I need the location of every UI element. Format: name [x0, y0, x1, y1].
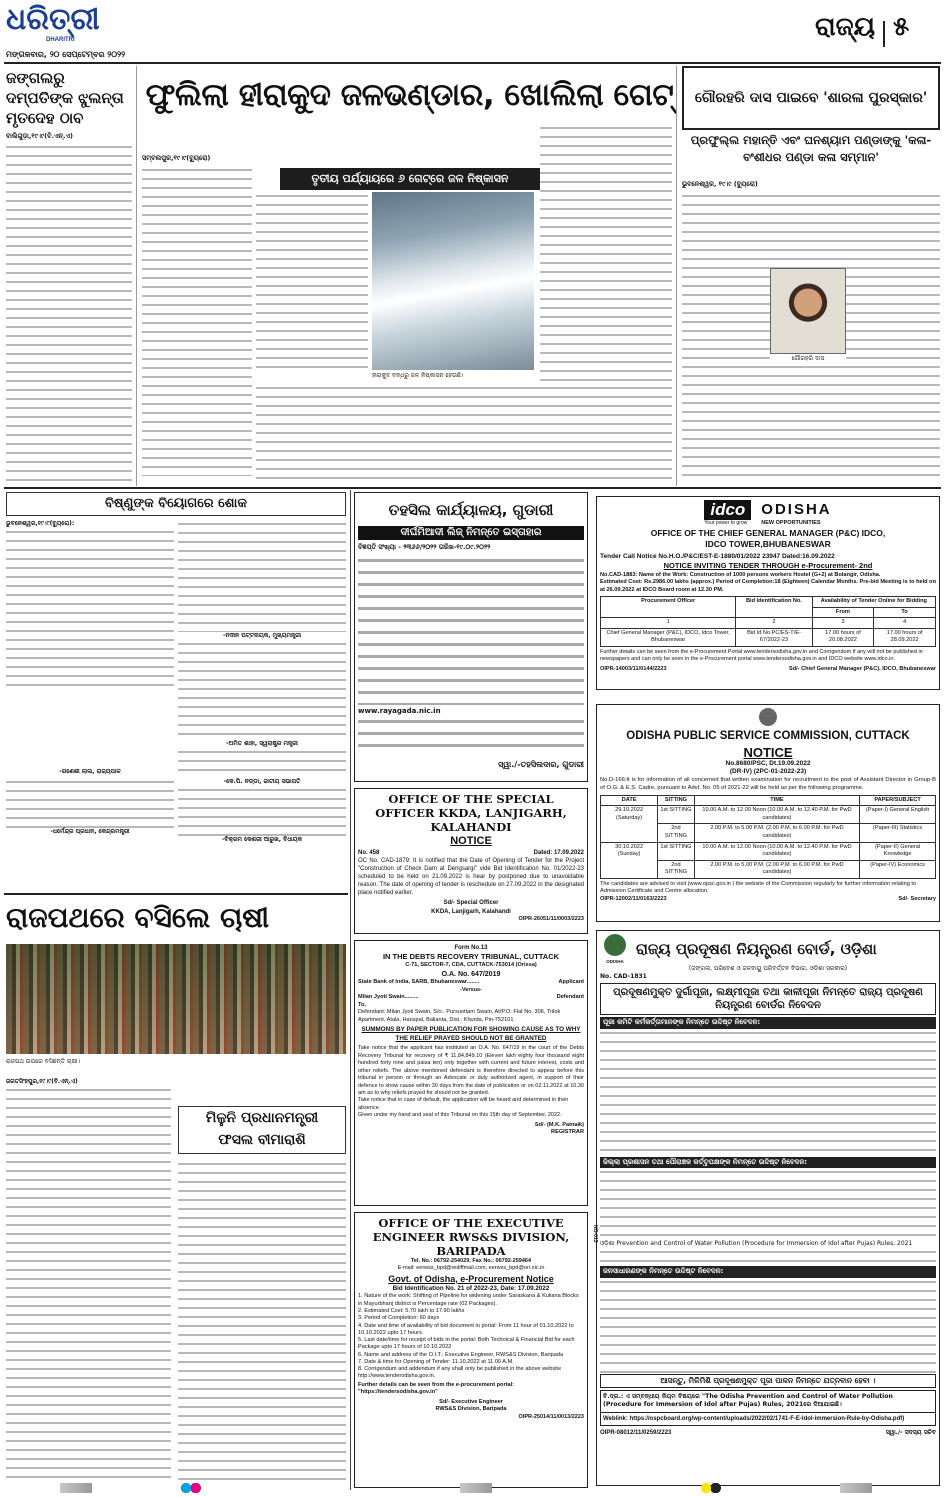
ad-tahasil-title: ତହସିଲ କାର୍ଯ୍ୟାଳୟ, ଗୁଡାରୀ — [388, 501, 554, 519]
farmers-col-1 — [6, 1078, 171, 1486]
newspaper-logo-sub: DHARITRI — [46, 37, 75, 43]
ad-tahasil-subtitle: ଦୀର୍ଘମିଆଦୀ ଲିଜ୍ ନିମନ୍ତେ ଇସ୍ତାହାର — [358, 526, 584, 540]
story-left-top — [6, 68, 132, 484]
ad-rwss-item: 3. Period of Completion: 60 days — [358, 1315, 440, 1322]
opsc-notice: NOTICE — [743, 744, 793, 760]
obit-headline-box — [6, 492, 346, 516]
lead-col-2 — [256, 192, 368, 372]
idco-num: 2 — [736, 618, 812, 629]
opsc-cell: 2.00 P.M. to 5.00 P.M. (2.00 P.M. to 6.00 P.M. for PwD candidates) — [694, 824, 859, 842]
ad-idco — [596, 496, 940, 690]
lead-body-bottom — [256, 384, 672, 484]
farmers-caption-box — [6, 1058, 206, 1068]
opsc-footer: The candidates are advised to visit (www.opsc.gov.in ) the website of the Commission regularly for further information relating to Admission Certificate and Centre allocation. — [600, 880, 917, 895]
farmers-box-head-2: ଫସଲ ବୀମାରାଶି — [218, 1132, 306, 1148]
ad-kkda-oipr: OIPR-26051/11/0003/2223 — [518, 915, 584, 922]
section-name: ରାଜ୍ୟ — [815, 12, 876, 42]
ad-rwss-email: E-mail: eerwss_bpd@rediffmail.com, eerwss_bpd@ori.nic.in — [397, 1265, 545, 1272]
ad-drt-oa: O.A. No. 647/2019 — [441, 970, 501, 978]
opsc-cell: 1st SITTING — [658, 842, 695, 860]
obit-quote: -ଧର୍ମେନ୍ଦ୍ର ପ୍ରଧାନ, କେନ୍ଦ୍ରମନ୍ତ୍ରୀ — [50, 828, 130, 836]
ad-rwss-tel: Tel. No.: 06792-254029, Fax No.: 06792-259464 — [410, 1258, 532, 1264]
idco-th: To — [874, 607, 936, 618]
ad-rwss-bid: Bid Identification No. 21 of 2022-23, Date: 17.09.2022 — [392, 1284, 550, 1292]
ad-rwss-item: 4. Date and time of availability of bid document in portal: From 11 hour of 01.10.2022 to 10.10.2022 upto 17 hours. — [358, 1322, 574, 1336]
opsc-cell: 2.00 P.M. to 5.00 P.M. (2.00 P.M. to 6.00 P.M. for PwD candidates) — [694, 860, 859, 878]
lead-photo-caption: ହୀରାକୁଦ ବନ୍ଧରୁ ଜଳ ନିଷ୍କାସନ ହେଉଛି। — [372, 372, 464, 379]
opsc-cell: 10.00 A.M. to 12.00 Noon (10.00 A.M. to 12.40 P.M. for PwD candidates) — [694, 842, 859, 860]
obit-quote: -ନଦୀନ ପଟ୍ଟନାୟକ, ମୁଖ୍ୟମନ୍ତ୍ରୀ — [222, 632, 302, 639]
farmers-dateline: ଜଗତସିଂହପୁର,୧୯।୯(ବି.ଏନ୍‌.ଏ) — [6, 1078, 78, 1085]
opsc-th: SITTING — [658, 795, 695, 806]
ad-opsc — [596, 704, 940, 922]
opsc-th: DATE — [601, 795, 658, 806]
idco-logo: idco — [704, 500, 751, 520]
lead-subhead: ତୃତୀୟ ପର୍ଯ୍ୟାୟରେ ୬ ଗେଟ୍‌ରେ ଜଳ ନିଷ୍କାସନ — [311, 172, 509, 185]
farmers-col-2 — [178, 1160, 346, 1486]
farmers-photo-caption: ରାଜପଥ ଉପରେ ବସିଛନ୍ତି ଚାଷୀ। — [6, 1058, 81, 1065]
ad-rwss-oipr: OIPR-25014/11/0013/2223 — [518, 1413, 584, 1420]
idco-cad: No.CAD-1883: Name of the Work: Construction of 1000 persons workers Hostel (G+2) at Bolangir, Odisha. — [600, 571, 881, 578]
right-top-dateline: ଭୁବନେଶ୍ୱର, ୧୯।୯ (ବ୍ୟୁରୋ) — [682, 180, 758, 188]
idco-sign: Sd/- Chief General Manager (P&C), IDCO, Bhubaneswar — [788, 665, 936, 672]
idco-th: Procurement Officer — [601, 597, 736, 618]
section-header — [815, 10, 939, 50]
opsc-sign: Sd/- Secretary — [898, 895, 936, 902]
lead-caption-box — [372, 372, 537, 382]
print-registration-mark — [690, 1483, 722, 1493]
pcb-note: ବି.ଦ୍ର.: ଏ ସମ୍ବନ୍ଧୀୟ ନିୟମ ବିଷୟରେ "The Odisha Prevention and Control of Water Pollution (Procedure for Immersion of Idol after Pujas) Rules, 2021ରେ ଦିଆଯାଇଛି। — [600, 1390, 936, 1413]
idco-num: 4 — [874, 618, 936, 629]
story-headline: ଜଙ୍ଗଲରୁ ଦମ୍ପତିଙ୍କ ଝୁଲନ୍ତା ମୃତଦେହ ଠାବ — [6, 69, 124, 127]
opsc-cell: 10.00 A.M. to 12.00 Noon (10.00 A.M. to 12.40 P.M. for PwD candidates) — [694, 806, 859, 824]
pcb-headline: ପ୍ରଦୂଷଣମୁକ୍ତ ଦୁର୍ଗାପୂଜା, ଲକ୍ଷ୍ମୀପୂଜା ତଥା କାଳୀପୂଜା ନିମନ୍ତେ ରାଜ୍ୟ ପ୍ରଦୂଷଣ ନିୟନ୍ତ୍ରଣ ବୋର୍ଡର ନିବେଦନ — [600, 983, 936, 1015]
idco-tagline: Your power to grow — [704, 520, 748, 527]
ad-rwss-item: 7. Date & time for Opening of Tender: 11.10.2022 at 11.00 A.M. — [358, 1358, 514, 1365]
story-body — [6, 143, 132, 483]
ad-rwss-item: 1. Nature of the work: Shifting of Pipeline for widening under Saraskana & Kuliana Blocks in Mayurbhanj district is Percentage rate (02 Packages). — [358, 1293, 579, 1307]
idco-cell: 17.00 hours of 28.09.2022 — [874, 628, 936, 646]
pcb-subtitle: (ଜଙ୍ଗଲ, ପରିବେଶ ଓ ଜଳବାୟୁ ପରିବର୍ତ୍ତନ ବିଭାଗ, ଓଡ଼ିଶା ସରକାର) — [688, 965, 848, 973]
ad-rwss-sign1: Sd/- Executive Engineer — [439, 1398, 503, 1405]
ad-drt-address: C-71, SECTOR-7, CDA, CUTTACK-753014 (Orissa) — [405, 962, 537, 969]
lead-photo-dam — [372, 192, 534, 370]
ad-drt — [354, 940, 588, 1206]
ad-drt-sign1: Sd/- (M.K. Patnaik) — [534, 1121, 584, 1128]
ad-kkda-title: OFFICE OF THE SPECIAL OFFICER KKDA, LANJIGARH, KALAHANDI — [375, 792, 567, 834]
right-top-headline-box — [682, 66, 940, 130]
ad-drt-summons: SUMMONS BY PAPER PUBLICATION FOR SHOWING CAUSE AS TO WHY THE RELIEF PRAYED SHOULD NOT BE GRANTED — [361, 1026, 581, 1042]
lead-subhead-box — [280, 168, 540, 190]
obit-quote: -ଗଣେଶୀ ଲାଲ, ରାଜ୍ୟପାଳ — [59, 768, 121, 776]
idco-est: Estimated Cost: Rs.2986.00 lakhs (approx.) Period of Completion:18 (Eighteen) Calendar Months. Pre-bid Meeting is to held on at 26.09.2022 at IDCO Board room at 12.30 PM. — [600, 579, 936, 593]
idco-cell: Chief General Manager (P&C), IDCO, Idco Tower, Bhubaneswar — [601, 628, 736, 646]
pcb-title: ରାଜ୍ୟ ପ୍ରଦୂଷଣ ନିୟନ୍ତ୍ରଣ ବୋର୍ଡ, ଓଡ଼ିଶା — [636, 940, 877, 959]
portrait-caption-box — [770, 355, 846, 365]
ad-drt-sign2: REGISTRAR — [551, 1129, 584, 1136]
opsc-dr: (DR-IV) (2PC-01-2022-23) — [729, 768, 807, 776]
idco-cell: 17.00 hours of 20.08.2022 — [812, 628, 874, 646]
print-registration-mark — [60, 1483, 92, 1493]
idco-title2: IDCO TOWER,BHUBANESWAR — [705, 539, 831, 550]
portrait-caption: ଗୌରହରି ଦାସ — [791, 355, 825, 362]
ad-rwss-item: 5. Last date/time for receipt of bids in the portal: Both Technical & Financial Bid for each Package upto 17 hours of 10.10.2022 — [358, 1337, 575, 1351]
idco-table — [600, 596, 936, 647]
farmers-headline: ରାଜପଥରେ ବସିଲେ ଚାଷୀ — [6, 901, 270, 934]
idco-th: From — [812, 607, 874, 618]
farmers-box-headline — [178, 1106, 346, 1154]
portrait-photo — [770, 268, 846, 354]
opsc-cell: 30.10.2022 (Sunday) — [601, 842, 658, 878]
opsc-body: No.D-166:It is for information of all concerned that written examination for recruitment to the post of Assistant Director in Group-B of O.G. & E.S. Cadre, pursuant to Advt. No. 05 of 2021-22 will be held as per the following programme. — [600, 777, 936, 791]
opsc-cell: (Paper-I) General English — [860, 806, 936, 824]
print-registration-mark — [170, 1483, 202, 1493]
ad-rwss-footer: Further details can be seen from the e-procurement portal: "https://tendersodisha.gov.in" — [358, 1381, 515, 1396]
opsc-emblem-icon — [759, 708, 777, 726]
idco-oipr: OIPR-14003/11/0144/2223 — [600, 665, 667, 672]
obit-quote: -ବିକ୍ରମ କେଶରୀ ଆରୁଖ, ବିଧାୟକ — [221, 836, 303, 844]
opsc-th: TIME — [694, 795, 859, 806]
ad-rwss-title: OFFICE OF THE EXECUTIVE ENGINEER RWS&S DIVISION, BARIPADA — [372, 1216, 570, 1258]
pcb-weblink: Weblink: https://ospcboard.org/wp-content/uploads/2022/02/1741-F-E-Idol-immersion-Rule-by-Odisha.pdf) — [600, 1413, 936, 1426]
ad-drt-to: To, — [358, 1001, 366, 1008]
pcb-slogan: ଆସନ୍ତୁ, ମିଳିମିଶି ପ୍ରଦୂଷଣମୁକ୍ତ ପୂଜା ପାଳନ ନିମନ୍ତେ ଯତ୍ନବାନ ହେବା । — [600, 1374, 936, 1388]
obit-quote: -ଅମିତ ଶାହା, ସ୍ୱରାଷ୍ଟ୍ର ମନ୍ତ୍ରୀ — [226, 740, 298, 748]
pcb-oipr: OIPR-08012/11/0259/2223 — [600, 1429, 672, 1436]
ad-drt-body3: Given under my hand and seal of this Tribunal on this 15th day of September, 2022. — [358, 1112, 562, 1119]
ad-rwss — [354, 1212, 588, 1488]
ad-tahasil-ref: ବିଜ୍ଞପ୍ତି ସଂଖ୍ୟା - ୨୩୬୬/୨୦୨୨ ତାରିଖ-୧୯.୦୯.୨୦୨୨ — [358, 543, 491, 551]
ad-rwss-item: 2. Estimated Cost: 5.70 lakh to 17.90 lakhs — [358, 1308, 465, 1315]
newspaper-logo: ଧରିତ୍ରୀ — [6, 4, 100, 37]
pcb-cad: No. CAD-1831 — [600, 973, 647, 981]
opsc-table — [600, 795, 936, 879]
odisha-logo-sub: NEW OPPORTUNITIES — [761, 520, 821, 527]
ad-rwss-sign2: RWS&S Division, Baripada — [435, 1406, 507, 1413]
opsc-cell: (Paper-II) General Knowledge — [860, 842, 936, 860]
opsc-title: ODISHA PUBLIC SERVICE COMMISSION, CUTTACK — [626, 730, 910, 743]
date-line: ମଙ୍ଗଳବାର, ୨୦ ସେପ୍ଟେମ୍ବର ୨୦୨୨ — [6, 50, 126, 59]
ad-drt-body2: Take notice that in case of default, the application will be heard and determined in their absence. — [358, 1097, 569, 1111]
ad-kkda-sign1: Sd/- Special Officer — [443, 900, 499, 907]
ad-tahasil-web: www.rayagada.nic.in — [358, 706, 441, 715]
pcb-sec2: ଜିଲ୍ଲା ପ୍ରଶାସନ ତଥା ପୌରାଞ୍ଚଳ କର୍ତ୍ତୃପକ୍ଷଙ୍କ ନିମନ୍ତେ ଉଦ୍ଦିଷ୍ଟ ନିବେଦନ: — [600, 1157, 936, 1168]
right-top-subhead: ପ୍ରଫୁଲ୍ଲ ମହାନ୍ତି ଏବଂ ଘନଶ୍ୟାମ ପଣ୍ଡାଙ୍କୁ 'କଳା-ବଂଶୀଧର ପଣ୍ଡା କଳା ସମ୍ମାନ' — [690, 133, 932, 164]
ad-drt-form: Form No.13 — [454, 945, 488, 951]
ad-kkda-no: No. 458 — [358, 849, 380, 856]
print-registration-mark — [460, 1483, 492, 1493]
opsc-cell: (Paper-III) Statistics — [860, 824, 936, 842]
ad-rwss-side: NO-013 — [592, 1225, 598, 1243]
ad-kkda-notice: NOTICE — [450, 835, 492, 847]
page-number: ୫ — [892, 12, 910, 42]
idco-num: 1 — [601, 618, 736, 629]
ad-drt-defendant-detail: Defendant: Milan Jyoti Swain, S/o.: Pursuottam Swain, At/P.O: Flat No. 306, Trilok Apartment, Atala, Hanspal, Balianta, Dist.: Khurda, Pin-752101 — [358, 1009, 561, 1023]
ad-rwss-item: 8. Corrigendum and addendum if any shall only be published in the above website http://www.tenderodisha.gov.in. — [358, 1366, 562, 1380]
pcb-emblem-label: ODISHA — [606, 959, 624, 965]
ad-drt-defendant-label: Defendant — [556, 994, 584, 1001]
idco-invite: NOTICE INVITING TENDER THROUGH e-Procurement- 2nd — [663, 561, 873, 571]
ad-pcb — [596, 930, 940, 1486]
ad-kkda-body: OC No. CAD-1879: It is notified that the Date of Opening of Tender for the Project "Construction of Check Dam at Dengsargi" vide Bid Identification No. 01/2022-23 scheduled to be held on 21.09.2022 is hear by postponed due to unavoidable reason. The date of opening of tender is reschedule on 27.09.2022 in the designated place notified earlier. — [358, 857, 584, 897]
masthead-rule — [4, 62, 941, 64]
ad-drt-versus: -Versus- — [459, 986, 483, 993]
pcb-sec1: ପୂଜା କମିଟି କର୍ମକର୍ତ୍ତାମାନଙ୍କ ନିମନ୍ତେ ଉଦ୍ଦିଷ୍ଟ ନିବେଦନ: — [600, 1017, 936, 1028]
obit-headline: ବିଷ୍ଣୁଙ୍କ ବିୟୋଗରେ ଶୋକ — [105, 496, 247, 511]
ad-tahasil — [354, 492, 588, 782]
right-top-subhead-box — [682, 132, 940, 172]
ad-kkda-sign2: KKDA, Lanjigarh, Kalahandi — [431, 908, 511, 915]
farmers-box-head-1: ମିଳୁନି ପ୍ରଧାନମନ୍ତ୍ରୀ — [205, 1110, 319, 1126]
idco-title1: OFFICE OF THE CHIEF GENERAL MANAGER (P&C) IDCO, — [650, 527, 886, 538]
ad-rwss-item: 6. Name and address of the O.I.T.: Executive Engineer, RWS&S Division, Baripada — [358, 1351, 564, 1358]
lead-col-4 — [540, 124, 672, 382]
idco-num: 3 — [812, 618, 874, 629]
story-dateline: ବାଲିଗୁଡ଼ା,୧୯।୯(ବି.ଏନ୍‌.ଏ) — [6, 132, 74, 140]
ad-drt-applicant: State Bank of India, SARB, Bhubaneswar........ — [358, 979, 480, 986]
obit-dateline: ଭୁବନେଶ୍ୱର,୧୯।୯(ବ୍ୟୁରୋ): — [6, 520, 75, 527]
masthead-logo-block — [6, 4, 146, 48]
date-line-box — [6, 50, 176, 62]
opsc-cell: 2nd SITTING — [658, 860, 695, 878]
obit-col-1 — [6, 520, 174, 870]
ad-drt-title: IN THE DEBTS RECOVERY TRIBUNAL, CUTTACK — [382, 952, 560, 962]
pcb-sign: ସ୍ୱା./- ସଦସ୍ୟ ସଚିବ — [885, 1428, 936, 1436]
obit-quote: -କେ.ପି. ନଡ୍ଡା, ଜାତୀୟ ସଭାପତି — [223, 778, 301, 786]
odisha-logo: ODISHA — [761, 501, 832, 518]
pcb-eng: ଓଡ଼ିଶା Prevention and Control of Water Pollution (Procedure for Immersion of Idol after Pujas) Rules, 2021 — [600, 1240, 913, 1248]
ad-kkda — [354, 788, 588, 934]
ad-kkda-dated: Dated: 17.09.2022 — [533, 849, 584, 856]
pcb-sec3: ଜନସାଧାରଣଙ୍କ ନିମନ୍ତେ ଉଦ୍ଦିଷ୍ଟ ନିବେଦନ: — [600, 1266, 936, 1277]
idco-footer: Further details can be seen from the e-Procurement Portal www.tendersodisha.gov.in and Corrigendum if any will not be published in newspapers and can only be seen in the e-Procurement portal www.tendersodisha.gov.in and IDCO website www.idco.in. — [600, 648, 923, 663]
lead-headline: ଫୁଲିଲା ହୀରାକୁଦ ଜଳଭଣ୍ଡାର, ଖୋଲିଲା ଗେଟ୍‌ — [145, 77, 674, 113]
opsc-cell: (Paper-IV) Economics — [860, 860, 936, 878]
ad-rwss-govt: Govt. of Odisha, e-Procurement Notice — [388, 1273, 554, 1284]
opsc-cell: 29.10.2022 (Saturday) — [601, 806, 658, 842]
farmers-photo — [6, 944, 346, 1054]
idco-cell: Bid Id No.PC/ES-T/E-67/2022-23 — [736, 628, 812, 646]
ad-tahasil-sign: ସ୍ୱା./-ତହସିଲଦାର, ଗୁଡାରୀ — [498, 760, 584, 770]
ad-drt-applicant-label: Applicant — [558, 979, 584, 986]
opsc-oipr: OIPR-12002/11/0163/2223 — [600, 895, 667, 902]
ad-drt-body: Take notice that the applicant has instituted an O.A. No. 647/19 in the court of the Debts Recovery Tribunal for recovery of ₹ 11,84,849.10 (Eleven lakh eighty four thousand eight hundred forty nine and paisa ten) only together with current and future interest, costs and other reliefs. The above mentioned defendant is therefore directed to appear before this tribunal in person or through an Advocate or duly authorized agent, in support of their defence to show cause within 30 days from the date of publication or on 02.11.2022 at 10.30 am as to why reliefs prayed for should not be granted. — [358, 1045, 584, 1097]
right-top-headline: ଗୌରହରି ଦାସ ପାଇବେ 'ଶାରଳା ପୁରସ୍କାର' — [694, 90, 928, 106]
idco-th: Availability of Tender Online for Bidding — [812, 597, 935, 608]
idco-call: Tender Call Notice No.H.O./P&C/EST-E-1880/01/2022 23947 Dated:16.09.2022 — [600, 552, 835, 560]
opsc-cell: 1st SITTING — [658, 806, 695, 824]
lead-col-1 — [142, 124, 252, 484]
obit-col-2 — [178, 520, 346, 870]
lead-headline-box — [142, 70, 677, 122]
odisha-emblem-icon — [604, 934, 626, 956]
opsc-no: No.8680/PSC, Dt.19.09.2022 — [725, 759, 811, 767]
opsc-th: PAPER/SUBJECT — [860, 795, 936, 806]
farmers-headline-box — [6, 898, 346, 940]
opsc-cell: 2nd SITTING — [658, 824, 695, 842]
lead-dateline: ସମ୍ବଲପୁର,୧୯।୯(ବ୍ୟୁରୋ) — [142, 154, 211, 162]
ad-drt-defendant: Milan Jyoti Swain......... — [358, 994, 419, 1001]
print-registration-mark — [840, 1483, 872, 1493]
idco-th: Bid Identification No. — [736, 597, 812, 618]
